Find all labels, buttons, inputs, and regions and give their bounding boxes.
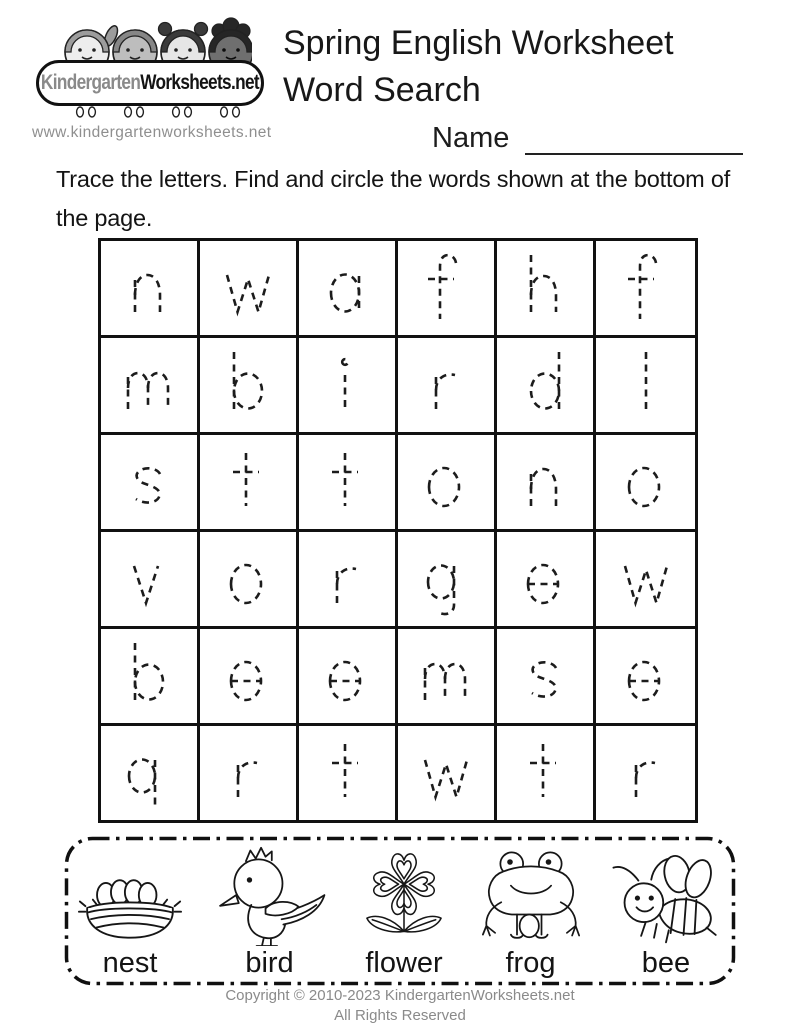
trace-letter-w — [616, 537, 676, 621]
grid-cell-r4c1 — [101, 532, 200, 629]
word-bank-item-nest — [78, 844, 182, 980]
grid-cell-r4c5 — [497, 532, 596, 629]
trace-letter-n — [515, 440, 575, 524]
trace-letter-s — [515, 634, 575, 718]
trace-letter-q — [119, 731, 179, 815]
bee-image — [610, 852, 722, 946]
trace-letter-e — [515, 537, 575, 621]
instructions-text: Trace the letters. Find and circle the words shown at the bottom of the page. — [56, 166, 731, 231]
word-label-nest: nest — [102, 947, 158, 979]
title-line-2: Word Search — [283, 71, 481, 109]
flower-image — [357, 844, 451, 946]
word-bank-item-flower — [357, 844, 451, 980]
logo-brand-text — [41, 71, 259, 95]
site-logo — [32, 16, 296, 148]
trace-letter-o — [218, 537, 278, 621]
logo-brand-gray: Kindergarten — [40, 71, 141, 94]
grid-cell-r6c5 — [497, 726, 596, 820]
trace-letter-e — [218, 634, 278, 718]
nest-image — [78, 870, 182, 946]
logo-banner — [36, 60, 264, 106]
trace-letter-t — [317, 731, 377, 815]
word-label-frog: frog — [505, 947, 556, 979]
trace-letter-s — [119, 440, 179, 524]
logo-brand-black: Worksheets.net — [140, 71, 260, 94]
trace-letter-r — [317, 537, 377, 621]
grid-cell-r6c6 — [596, 726, 695, 820]
name-row — [432, 122, 743, 155]
grid-cell-r1c3 — [299, 241, 398, 338]
trace-letter-o — [616, 440, 676, 524]
trace-letter-m — [416, 634, 476, 718]
grid-cell-r2c4 — [398, 338, 497, 435]
bird-image — [212, 846, 328, 946]
word-bank-figures — [78, 842, 722, 980]
trace-letter-n — [119, 246, 179, 330]
trace-letter-f — [416, 246, 476, 330]
grid-cell-r5c4 — [398, 629, 497, 726]
trace-letter-h — [515, 246, 575, 330]
grid-cell-r2c1 — [101, 338, 200, 435]
title-line-1: Spring English Worksheet — [283, 24, 674, 62]
word-label-bird: bird — [245, 947, 294, 979]
grid-cell-r1c4 — [398, 241, 497, 338]
trace-letter-r — [616, 731, 676, 815]
frog-image — [481, 848, 581, 946]
name-label: Name — [432, 122, 510, 154]
grid-cell-r6c4 — [398, 726, 497, 820]
grid-cell-r3c6 — [596, 435, 695, 532]
trace-letter-a — [317, 246, 377, 330]
grid-cell-r5c2 — [200, 629, 299, 726]
grid-cell-r1c6 — [596, 241, 695, 338]
trace-letter-d — [515, 343, 575, 427]
word-bank-item-bee — [610, 844, 722, 980]
grid-cell-r5c1 — [101, 629, 200, 726]
trace-letter-w — [416, 731, 476, 815]
grid-cell-r2c6 — [596, 338, 695, 435]
word-label-flower: flower — [365, 947, 443, 979]
grid-cell-r2c2 — [200, 338, 299, 435]
copyright-line: Copyright © 2010-2023 KindergartenWorksheets.net — [225, 987, 575, 1004]
grid-cell-r3c4 — [398, 435, 497, 532]
grid-cell-r1c5 — [497, 241, 596, 338]
grid-cell-r5c3 — [299, 629, 398, 726]
copyright-footer — [0, 986, 800, 1026]
trace-letter-b — [218, 343, 278, 427]
word-bank-item-frog — [481, 844, 581, 980]
kids-feet-illustration — [62, 106, 252, 120]
trace-letter-e — [616, 634, 676, 718]
trace-letter-r — [218, 731, 278, 815]
page-title — [283, 20, 674, 114]
grid-cell-r6c3 — [299, 726, 398, 820]
grid-cell-r2c5 — [497, 338, 596, 435]
grid-cell-r2c3 — [299, 338, 398, 435]
grid-cell-r3c2 — [200, 435, 299, 532]
trace-letter-t — [515, 731, 575, 815]
word-bank-item-bird — [212, 844, 328, 980]
grid-cell-r4c6 — [596, 532, 695, 629]
trace-letter-f — [616, 246, 676, 330]
grid-cell-r4c2 — [200, 532, 299, 629]
logo-website-url: www.kindergartenworksheets.net — [32, 124, 272, 141]
trace-letter-v — [119, 537, 179, 621]
trace-letter-e — [317, 634, 377, 718]
grid-cell-r3c1 — [101, 435, 200, 532]
trace-letter-o — [416, 440, 476, 524]
trace-letter-i — [317, 343, 377, 427]
trace-letter-g — [416, 537, 476, 621]
grid-cell-r5c5 — [497, 629, 596, 726]
trace-letter-r — [416, 343, 476, 427]
grid-cell-r4c4 — [398, 532, 497, 629]
grid-cell-r1c1 — [101, 241, 200, 338]
grid-cell-r4c3 — [299, 532, 398, 629]
grid-cell-r3c3 — [299, 435, 398, 532]
word-bank-box — [64, 836, 736, 986]
trace-letter-t — [218, 440, 278, 524]
word-label-bee: bee — [641, 947, 691, 979]
grid-cell-r3c5 — [497, 435, 596, 532]
rights-line: All Rights Reserved — [334, 1007, 466, 1024]
name-blank-line — [525, 127, 743, 155]
letter-grid — [98, 238, 698, 823]
grid-cell-r6c1 — [101, 726, 200, 820]
trace-letter-t — [317, 440, 377, 524]
grid-cell-r1c2 — [200, 241, 299, 338]
trace-letter-w — [218, 246, 278, 330]
trace-letter-l — [616, 343, 676, 427]
grid-cell-r5c6 — [596, 629, 695, 726]
grid-cell-r6c2 — [200, 726, 299, 820]
trace-letter-m — [119, 343, 179, 427]
trace-letter-b — [119, 634, 179, 718]
